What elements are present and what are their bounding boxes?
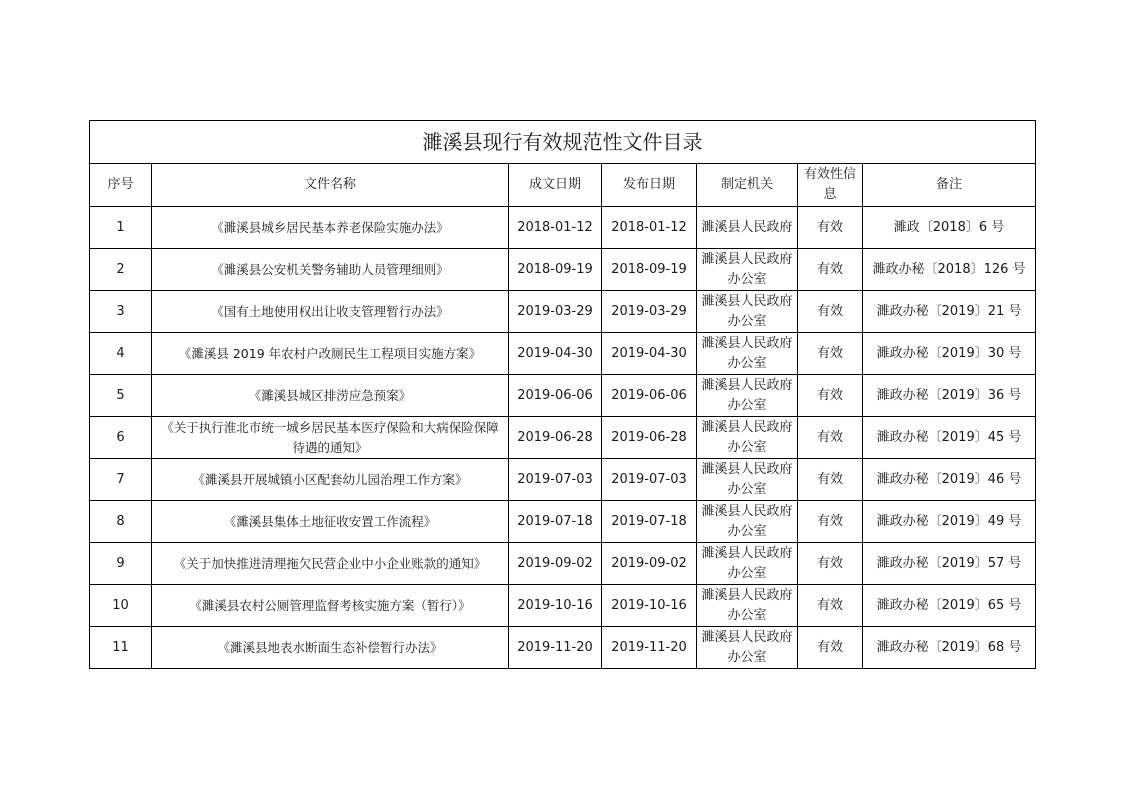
cell-name: 《濉溪县城乡居民基本养老保险实施办法》 bbox=[152, 207, 509, 249]
cell-remark: 濉政办秘〔2019〕57 号 bbox=[863, 543, 1036, 585]
cell-name: 《关于加快推进清理拖欠民营企业中小企业账款的通知》 bbox=[152, 543, 509, 585]
table-row bbox=[90, 543, 1036, 585]
cell-published-date: 2018-09-19 bbox=[602, 249, 697, 291]
cell-remark: 濉政办秘〔2019〕45 号 bbox=[863, 417, 1036, 459]
header-no: 序号 bbox=[90, 164, 152, 207]
cell-name: 《濉溪县城区排涝应急预案》 bbox=[152, 375, 509, 417]
cell-validity: 有效 bbox=[798, 585, 863, 627]
cell-agency: 濉溪县人民政府办公室 bbox=[697, 543, 798, 585]
cell-name: 《关于执行淮北市统一城乡居民基本医疗保险和大病保险保障待遇的通知》 bbox=[152, 417, 509, 459]
header-row bbox=[90, 164, 1036, 207]
cell-written-date: 2018-09-19 bbox=[509, 249, 602, 291]
cell-written-date: 2019-09-02 bbox=[509, 543, 602, 585]
cell-name: 《濉溪县公安机关警务辅助人员管理细则》 bbox=[152, 249, 509, 291]
header-published-date: 发布日期 bbox=[602, 164, 697, 207]
cell-written-date: 2019-07-03 bbox=[509, 459, 602, 501]
cell-agency: 濉溪县人民政府办公室 bbox=[697, 501, 798, 543]
title-row bbox=[90, 121, 1036, 164]
cell-no: 10 bbox=[90, 585, 152, 627]
cell-validity: 有效 bbox=[798, 333, 863, 375]
cell-agency: 濉溪县人民政府办公室 bbox=[697, 585, 798, 627]
cell-published-date: 2019-09-02 bbox=[602, 543, 697, 585]
cell-published-date: 2019-10-16 bbox=[602, 585, 697, 627]
header-remark: 备注 bbox=[863, 164, 1036, 207]
cell-agency: 濉溪县人民政府 bbox=[697, 207, 798, 249]
page-title: 濉溪县现行有效规范性文件目录 bbox=[90, 121, 1036, 164]
cell-published-date: 2019-11-20 bbox=[602, 627, 697, 669]
cell-remark: 濉政办秘〔2019〕36 号 bbox=[863, 375, 1036, 417]
cell-name: 《濉溪县 2019 年农村户改厕民生工程项目实施方案》 bbox=[152, 333, 509, 375]
table-row bbox=[90, 333, 1036, 375]
cell-remark: 濉政办秘〔2018〕126 号 bbox=[863, 249, 1036, 291]
cell-no: 11 bbox=[90, 627, 152, 669]
cell-agency: 濉溪县人民政府办公室 bbox=[697, 459, 798, 501]
cell-validity: 有效 bbox=[798, 501, 863, 543]
cell-agency: 濉溪县人民政府办公室 bbox=[697, 375, 798, 417]
cell-validity: 有效 bbox=[798, 207, 863, 249]
cell-name: 《国有土地使用权出让收支管理暂行办法》 bbox=[152, 291, 509, 333]
cell-validity: 有效 bbox=[798, 249, 863, 291]
cell-validity: 有效 bbox=[798, 417, 863, 459]
cell-name: 《濉溪县农村公厕管理监督考核实施方案（暂行）》 bbox=[152, 585, 509, 627]
cell-validity: 有效 bbox=[798, 459, 863, 501]
cell-published-date: 2019-06-06 bbox=[602, 375, 697, 417]
cell-agency: 濉溪县人民政府办公室 bbox=[697, 333, 798, 375]
cell-published-date: 2019-04-30 bbox=[602, 333, 697, 375]
cell-agency: 濉溪县人民政府办公室 bbox=[697, 417, 798, 459]
cell-name: 《濉溪县集体土地征收安置工作流程》 bbox=[152, 501, 509, 543]
table-body bbox=[90, 207, 1036, 669]
cell-no: 6 bbox=[90, 417, 152, 459]
cell-no: 4 bbox=[90, 333, 152, 375]
cell-written-date: 2019-10-16 bbox=[509, 585, 602, 627]
cell-agency: 濉溪县人民政府办公室 bbox=[697, 249, 798, 291]
table-row bbox=[90, 249, 1036, 291]
header-validity: 有效性信息 bbox=[798, 164, 863, 207]
cell-name: 《濉溪县开展城镇小区配套幼儿园治理工作方案》 bbox=[152, 459, 509, 501]
cell-written-date: 2019-06-28 bbox=[509, 417, 602, 459]
cell-remark: 濉政办秘〔2019〕30 号 bbox=[863, 333, 1036, 375]
cell-no: 2 bbox=[90, 249, 152, 291]
cell-published-date: 2019-07-18 bbox=[602, 501, 697, 543]
table-row bbox=[90, 501, 1036, 543]
cell-validity: 有效 bbox=[798, 543, 863, 585]
cell-remark: 濉政办秘〔2019〕68 号 bbox=[863, 627, 1036, 669]
document-table bbox=[89, 120, 1036, 669]
cell-remark: 濉政办秘〔2019〕46 号 bbox=[863, 459, 1036, 501]
cell-name: 《濉溪县地表水断面生态补偿暂行办法》 bbox=[152, 627, 509, 669]
cell-remark: 濉政办秘〔2019〕21 号 bbox=[863, 291, 1036, 333]
cell-validity: 有效 bbox=[798, 291, 863, 333]
cell-written-date: 2019-07-18 bbox=[509, 501, 602, 543]
table-row bbox=[90, 417, 1036, 459]
cell-remark: 濉政办秘〔2019〕65 号 bbox=[863, 585, 1036, 627]
cell-published-date: 2018-01-12 bbox=[602, 207, 697, 249]
cell-remark: 濉政〔2018〕6 号 bbox=[863, 207, 1036, 249]
cell-agency: 濉溪县人民政府办公室 bbox=[697, 291, 798, 333]
cell-written-date: 2019-11-20 bbox=[509, 627, 602, 669]
cell-agency: 濉溪县人民政府办公室 bbox=[697, 627, 798, 669]
header-name: 文件名称 bbox=[152, 164, 509, 207]
table-row bbox=[90, 375, 1036, 417]
cell-published-date: 2019-07-03 bbox=[602, 459, 697, 501]
cell-published-date: 2019-06-28 bbox=[602, 417, 697, 459]
header-agency: 制定机关 bbox=[697, 164, 798, 207]
cell-published-date: 2019-03-29 bbox=[602, 291, 697, 333]
cell-written-date: 2019-03-29 bbox=[509, 291, 602, 333]
cell-written-date: 2018-01-12 bbox=[509, 207, 602, 249]
table-row bbox=[90, 459, 1036, 501]
table-row bbox=[90, 291, 1036, 333]
cell-validity: 有效 bbox=[798, 627, 863, 669]
table-row bbox=[90, 585, 1036, 627]
cell-written-date: 2019-06-06 bbox=[509, 375, 602, 417]
table-row bbox=[90, 627, 1036, 669]
cell-no: 9 bbox=[90, 543, 152, 585]
cell-no: 8 bbox=[90, 501, 152, 543]
header-written-date: 成文日期 bbox=[509, 164, 602, 207]
cell-remark: 濉政办秘〔2019〕49 号 bbox=[863, 501, 1036, 543]
cell-no: 7 bbox=[90, 459, 152, 501]
cell-written-date: 2019-04-30 bbox=[509, 333, 602, 375]
cell-no: 1 bbox=[90, 207, 152, 249]
cell-validity: 有效 bbox=[798, 375, 863, 417]
cell-no: 5 bbox=[90, 375, 152, 417]
table-row bbox=[90, 207, 1036, 249]
cell-no: 3 bbox=[90, 291, 152, 333]
